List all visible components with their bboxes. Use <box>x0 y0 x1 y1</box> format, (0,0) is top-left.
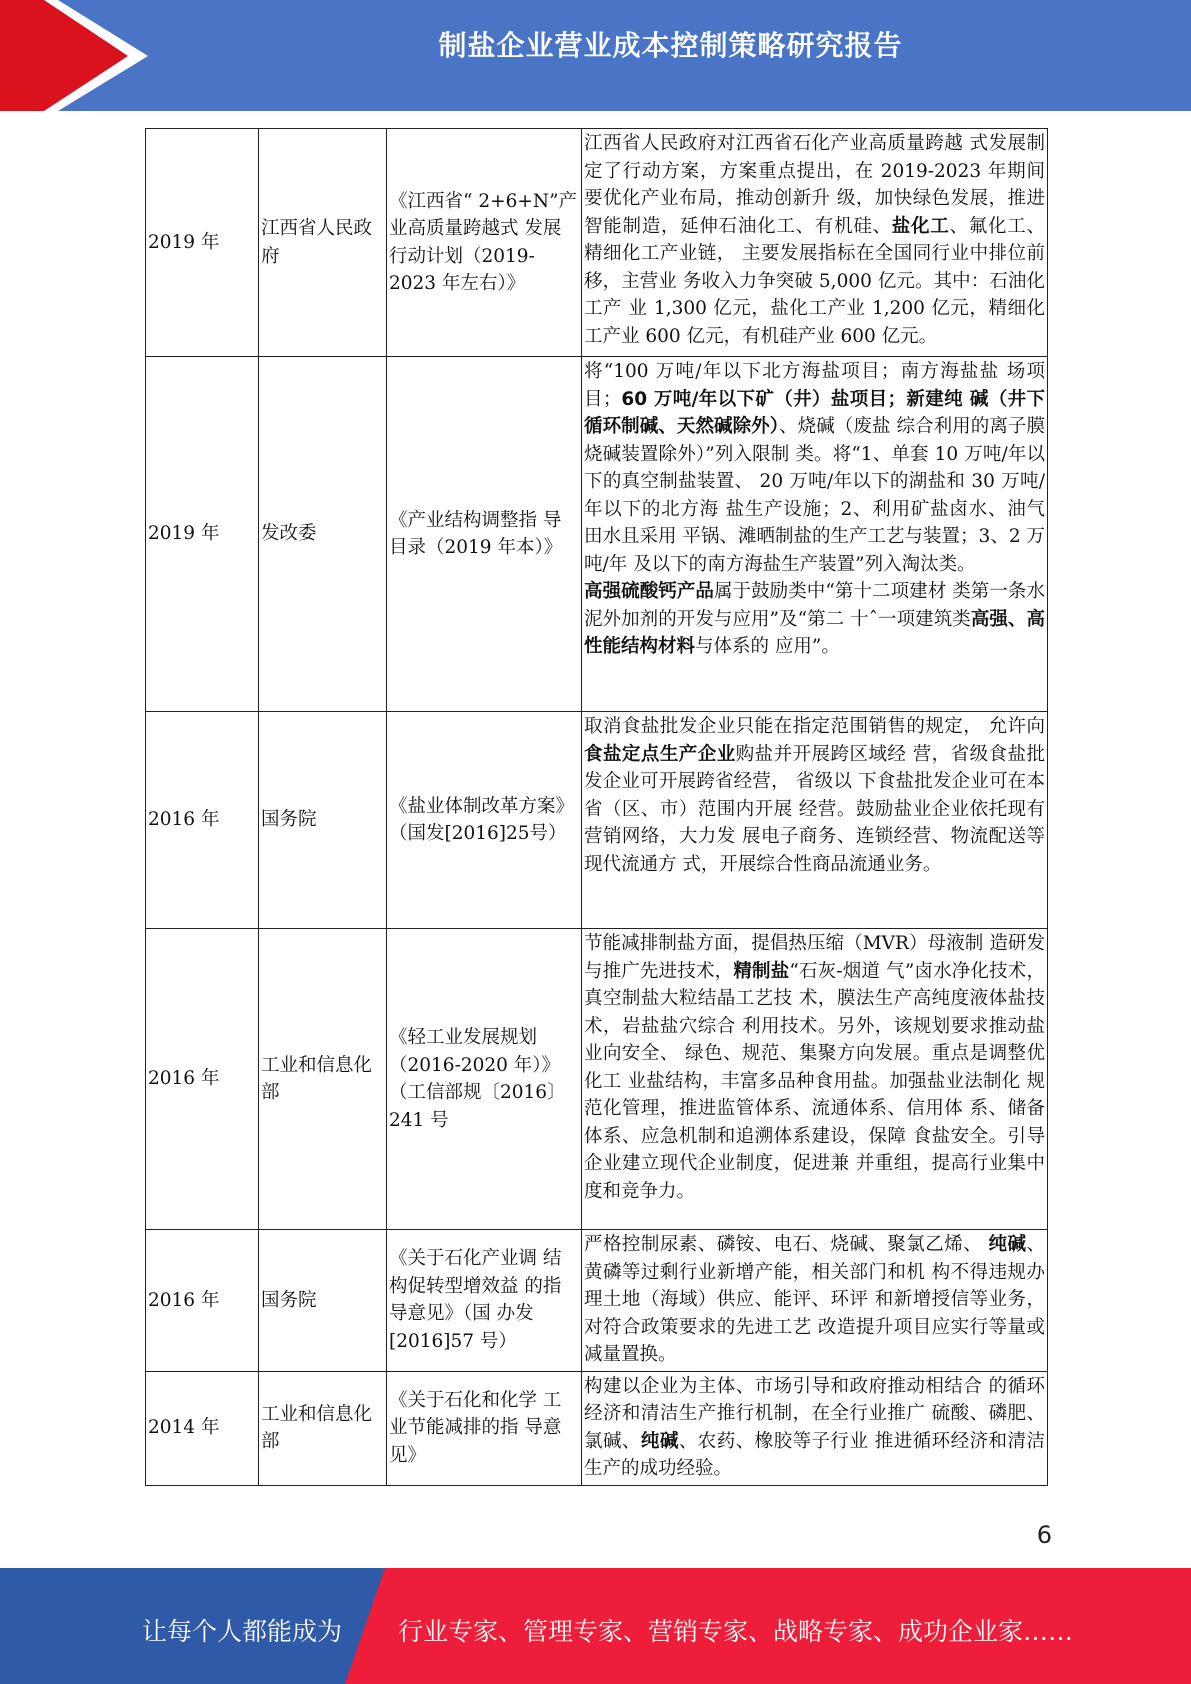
detail-bold-text: 食盐定点生产企业 <box>584 743 736 765</box>
detail-bold-text: 精制盐 <box>733 960 790 982</box>
issuer-cell: 工业和信息化部 <box>259 929 387 1230</box>
detail-cell <box>582 712 1048 929</box>
detail-text: 、黄磷等过剩行业新增产能，相关部门和机 构不得违规办理土地（海域）供应、能评、环评 和新增授信等业务，对符合政策要求的先进工艺 改造提升项目应实行等量或减量置换。 <box>584 1234 1045 1365</box>
year-cell: 2014 年 <box>146 1371 259 1485</box>
detail-text: 将“100 万吨/年以下北方海盐项目；南方海盐盐 场项目； <box>584 361 1045 410</box>
page-number: 6 <box>1036 1521 1052 1549</box>
detail-cell <box>582 1230 1048 1372</box>
detail-paragraph <box>584 1231 1045 1369</box>
issuer-cell: 国务院 <box>259 1230 387 1372</box>
document-cell: 《江西省“ 2+6+N”产业高质量跨越式 发展行动计划（2019-2023 年左右）》 <box>387 129 582 357</box>
header-red-chevron-icon <box>0 0 160 111</box>
detail-bold-text: 盐化工 <box>891 215 950 237</box>
detail-text: 、氟化工、精细化工产业链， 主要发展指标在全国同行业中排位前移，主营业 务收入力争突破 5,000 亿元。其中：石油化工产 业 1,300 亿元，盐化工产业 1,200 亿元，精细化 工产业 600 亿元，有机硅产业 600 亿元。 <box>584 215 1045 347</box>
detail-text: 构建以企业为主体、市场引导和政府推动相结合 的循环经济和清洁生产推行机制，在全行业推广 硫酸、磷肥、氯碱、 <box>584 1375 1045 1452</box>
detail-paragraph <box>584 930 1045 1205</box>
document-cell: 《盐业体制改革方案》（国发[2016]25号） <box>387 712 582 929</box>
report-title: 制盐企业营业成本控制策略研究报告 <box>438 29 903 62</box>
detail-text: “石灰-烟道 气”卤水净化技术，真空制盐大粒结晶工艺技 术，膜法生产高纯度液体盐技术，岩盐盐穴综合 利用技术。另外，该规划要求推动盐业向安全、 绿色、规范、集聚方向发展。重点是调整优化工 业盐结构，丰富多品种食用盐。加强盐业法制化 规范化管理，推进监管体系、流通体系、信用体 系、储备体系、应急机制和追溯体系建设，保障 食盐安全。引导企业建立现代企业制度，促进兼 并重组，提高行业集中度和竞争力。 <box>584 960 1045 1202</box>
issuer-cell: 发改委 <box>259 357 387 712</box>
table-row <box>146 129 1048 357</box>
detail-paragraph <box>584 1373 1045 1483</box>
document-cell: 《产业结构调整指 导目录（2019 年本）》 <box>387 357 582 712</box>
detail-paragraph <box>584 358 1045 578</box>
detail-text: 严格控制尿素、磷铵、电石、烧碱、聚氯乙烯、 <box>584 1234 989 1255</box>
page-header <box>0 0 1191 111</box>
detail-bold-text: 纯碱 <box>988 1234 1027 1255</box>
detail-text: 与体系的 应用”。 <box>695 636 840 657</box>
detail-cell <box>582 929 1048 1230</box>
detail-cell <box>582 129 1048 357</box>
detail-text: 属于鼓励类中“第十二项建材 类第一条水泥外加剂的开发与应用”及“第二 十ˆ一项建筑类 <box>584 581 1045 630</box>
detail-cell <box>582 1371 1048 1485</box>
table-row <box>146 929 1048 1230</box>
detail-text: 江西省人民政府对江西省石化产业高质量跨越 式发展制定了行动方案，方案重点提出，在 2019-2023 年期间要优化产业布局，推动创新升 级，加快绿色发展，推进智能制造，延伸石油化工、有机硅、 <box>584 133 1045 237</box>
detail-bold-text: 纯碱 <box>640 1430 679 1452</box>
document-cell: 《关于石化产业调 结构促转型增效益 的指导意见》（国 办发[2016]57 号） <box>387 1230 582 1372</box>
detail-bold-text: 60 万吨/年以下矿（井）盐项目；新建纯 碱（井下循环制碱、天然碱除外） <box>584 388 1045 437</box>
year-cell: 2016 年 <box>146 712 259 929</box>
table-row <box>146 712 1048 929</box>
table-row <box>146 1230 1048 1372</box>
document-cell: 《轻工业发展规划（2016-2020 年）》（工信部规〔2016〕241 号 <box>387 929 582 1230</box>
detail-paragraph <box>584 578 1045 661</box>
issuer-cell: 国务院 <box>259 712 387 929</box>
detail-text: 、农药、橡胶等子行业 推进循环经济和清洁生产的成功经验。 <box>584 1430 1045 1479</box>
table-row <box>146 357 1048 712</box>
footer-slogan-right: 行业专家、管理专家、营销专家、战略专家、成功企业家…… <box>398 1617 1074 1646</box>
detail-cell <box>582 357 1048 712</box>
detail-text: 节能减排制盐方面，提倡热压缩（MVR）母液制 造研发与推广先进技术， <box>584 933 1045 982</box>
detail-paragraph <box>584 713 1045 878</box>
year-cell: 2019 年 <box>146 357 259 712</box>
detail-text: 购盐并开展跨区域经 营，省级食盐批发企业可开展跨省经营， 省级以 下食盐批发企业可在本省（区、市）范围内开展 经营。鼓励盐业企业依托现有营销网络，大力发 展电子商务、连锁经营、物流配送等现代流通方 式，开展综合性商品流通业务。 <box>584 743 1045 875</box>
policy-table <box>145 128 1048 1486</box>
year-cell: 2016 年 <box>146 929 259 1230</box>
issuer-cell: 江西省人民政府 <box>259 129 387 357</box>
table-row <box>146 1371 1048 1485</box>
issuer-cell: 工业和信息化部 <box>259 1371 387 1485</box>
detail-bold-text: 高强、高性能结构材料 <box>584 608 1045 657</box>
footer-slogan-left: 让每个人都能成为 <box>142 1617 343 1646</box>
detail-bold-text: 高强硫酸钙产品 <box>584 581 714 602</box>
year-cell: 2016 年 <box>146 1230 259 1372</box>
detail-text: 、烧碱（废盐 综合利用的离子膜烧碱装置除外）”列入限制 类。将“1、单套 10 万吨/年以下的真空制盐装置、 20 万吨/年以下的湖盐和 30 万吨/年以下的北方海 盐生产设施；2、利用矿盐卤水、油气田水且采用 平锅、滩晒制盐的生产工艺与装置；3、2 万吨/年 及以下的南方海盐生产装置”列入淘汰类。 <box>584 416 1045 575</box>
detail-paragraph <box>584 130 1045 350</box>
year-cell: 2019 年 <box>146 129 259 357</box>
page-footer <box>0 1568 1191 1684</box>
document-cell: 《关于石化和化学 工业节能减排的指 导意见》 <box>387 1371 582 1485</box>
detail-text: 取消食盐批发企业只能在指定范围销售的规定， 允许向 <box>584 716 1045 737</box>
